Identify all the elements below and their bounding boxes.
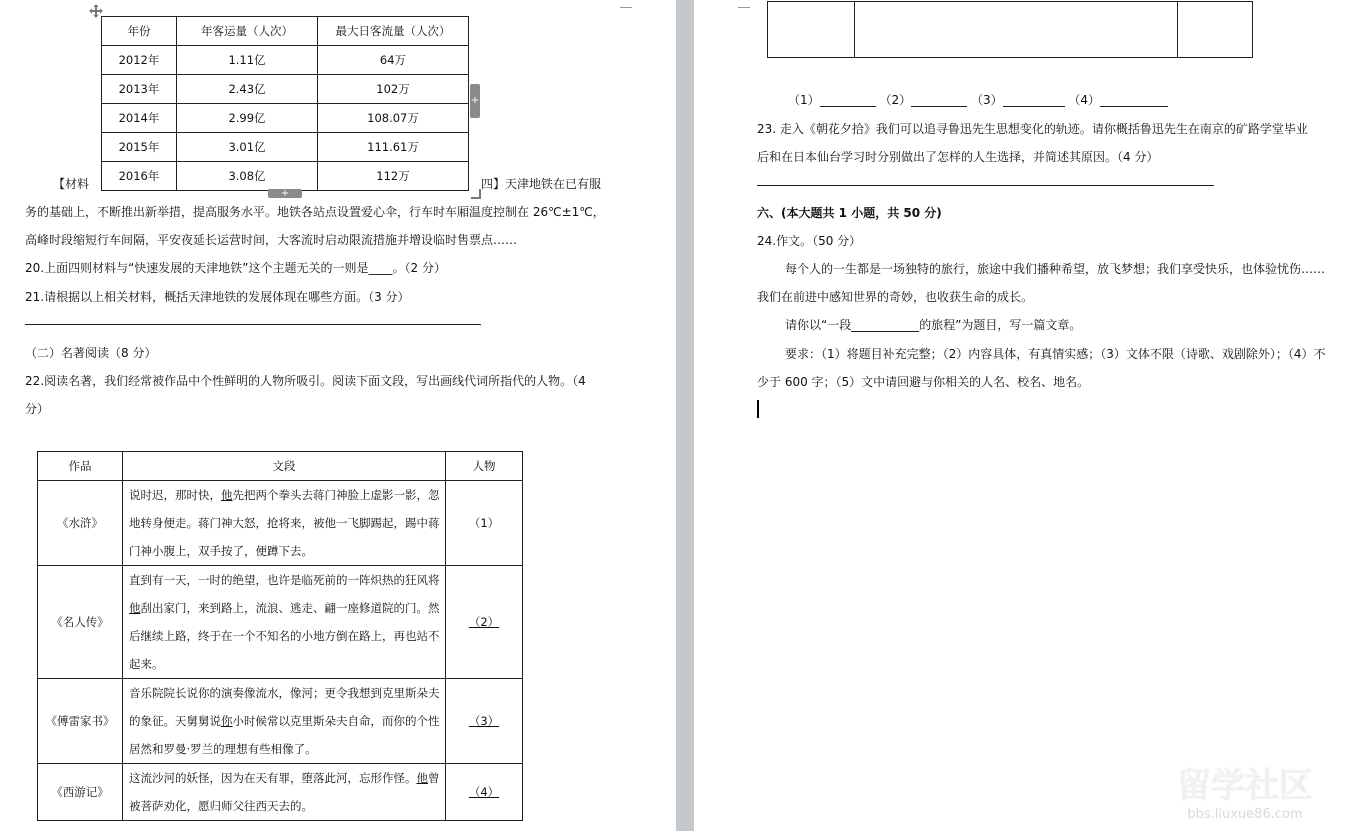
table-header-cell: 最大日客流量（人次） [318, 17, 469, 46]
table-row [38, 679, 523, 764]
answer-blank[interactable] [1100, 94, 1168, 107]
table-cell: 2.43亿 [177, 75, 318, 104]
svg-text:留学社区: 留学社区 [1177, 766, 1313, 806]
add-row-handle-icon[interactable]: + [268, 189, 302, 198]
table-row [768, 2, 1253, 58]
essay-intro-cont: 我们在前进中感知世界的奇妙，也收获生命的成长。 [757, 290, 1034, 304]
section-title: （二）名著阅读（8 分） [25, 346, 157, 360]
table-cell: 111.61万 [318, 133, 469, 162]
answer-blank[interactable] [911, 94, 967, 107]
table-row [102, 133, 469, 162]
passage-text-pre: 音乐院院长说你的演奏像流水，像河；更令我想到克里斯朵夫的象征。天舅舅说 [129, 686, 440, 728]
passage-text-post: 刮出家门，来到路上，流浪、逃走、翩一座修道院的门。然后继续上路，终于在一个不知名的小地方倒在路上，再也站不起来。 [129, 601, 440, 671]
work-title: 《傅雷家书》 [38, 679, 123, 764]
passage-text [123, 481, 445, 565]
table-header-cell: 作品 [38, 452, 123, 481]
table-row [38, 566, 523, 679]
table-cell: 3.08亿 [177, 162, 318, 191]
text-cursor [757, 400, 759, 418]
answer-line[interactable] [757, 185, 1214, 186]
table-cell: 2015年 [102, 133, 177, 162]
work-title: 《水浒》 [38, 481, 123, 566]
table-cell [768, 2, 855, 58]
table-cell: 2013年 [102, 75, 177, 104]
table-cell: 64万 [318, 46, 469, 75]
table-cell: 2012年 [102, 46, 177, 75]
essay-title-blank[interactable] [851, 319, 919, 332]
table-header-cell: 年客运量（人次） [177, 17, 318, 46]
underlined-pronoun: 他 [416, 771, 428, 785]
table-row [102, 75, 469, 104]
table-cell: 2.99亿 [177, 104, 318, 133]
essay-requirements-cont: 少于 600 字；（5）文中请回避与你相关的人名、校名、地名。 [757, 375, 1090, 389]
table-cell: 2014年 [102, 104, 177, 133]
essay-prompt-post: 的旅程”为题目，写一篇文章。 [919, 318, 1082, 332]
answer-slot[interactable]: （4） [446, 764, 523, 821]
question-23-cont: 后和在日本仙台学习时分别做出了怎样的人生选择，并简述其原因。（4 分） [757, 150, 1159, 164]
answer-line[interactable] [25, 324, 481, 325]
question-22-cont: 分） [25, 402, 50, 416]
answer-slot[interactable]: （1） [446, 481, 523, 566]
table-row [102, 46, 469, 75]
table-header-cell: 年份 [102, 17, 177, 46]
blank-label: （2） [879, 93, 912, 107]
table-cell: 112万 [318, 162, 469, 191]
table-header-row [102, 17, 469, 46]
table-cell [855, 2, 1178, 58]
continued-table [767, 1, 1253, 58]
page-corner-mark [620, 0, 632, 8]
work-title: 《名人传》 [38, 566, 123, 679]
passage-text-pre: 直到有一天，一时的绝望，也许是临死前的一阵炽热的狂风将 [129, 573, 440, 587]
underlined-pronoun: 他 [129, 601, 141, 615]
answer-blank[interactable] [1003, 94, 1065, 107]
passage-text [123, 679, 445, 763]
passage-cell [123, 481, 446, 566]
material4-suffix: 四】天津地铁在已有服 [481, 177, 602, 191]
table-cell: 1.11亿 [177, 46, 318, 75]
passage-text-post: 先把两个拳头去蒋门神脸上虚影一影，忽地转身便走。蒋门神大怒，抢将来，被他一飞脚踢起，踢中蒋门神小腹上，双手按了，便蹲下去。 [129, 488, 440, 558]
passage-text-pre: 说时迟，那时快， [129, 488, 221, 502]
blank-label: （3） [970, 93, 1003, 107]
passage-text-post: 曾被菩萨劝化，愿归师父往西天去的。 [129, 771, 440, 813]
table-cell: 3.01亿 [177, 133, 318, 162]
answer-slot[interactable]: （2） [446, 566, 523, 679]
table-row [102, 104, 469, 133]
answer-blanks-row [788, 93, 1168, 107]
material4-prefix: 【材料 [53, 177, 90, 191]
work-title: 《西游记》 [38, 764, 123, 821]
passage-text-pre: 这流沙河的妖怪，因为在天有罪，堕落此河，忘形作怪。 [129, 771, 417, 785]
answer-slot[interactable]: （3） [446, 679, 523, 764]
underlined-pronoun: 他 [221, 488, 233, 502]
question-21: 21.请根据以上相关材料，概括天津地铁的发展体现在哪些方面。（3 分） [25, 290, 410, 304]
table-row [38, 764, 523, 821]
table-header-cell: 文段 [123, 452, 446, 481]
question-20: 20.上面四则材料与“快速发展的天津地铁”这个主题无关的一则是____。（2 分） [25, 261, 446, 275]
question-22: 22.阅读名著，我们经常被作品中个性鲜明的人物所吸引。阅读下面文段，写出画线代词所指代的人物。（4 [25, 374, 586, 388]
essay-requirements: 要求：（1）将题目补充完整；（2）内容具体，有真情实感；（3）文体不限（诗歌、戏剧除外）；（4）不 [785, 347, 1326, 361]
table-row [102, 162, 469, 191]
table-cell: 102万 [318, 75, 469, 104]
passage-text [123, 566, 445, 678]
passage-text [123, 764, 445, 820]
metro-stats-table [101, 16, 469, 191]
passage-text-post: 小时候常以克里斯朵夫自命，而你的个性居然和罗曼·罗兰的理想有些相像了。 [129, 714, 440, 756]
passage-cell [123, 764, 446, 821]
table-header-row [38, 452, 523, 481]
material4-line: 务的基础上，不断推出新举措，提高服务水平。地铁各站点设置爱心伞，行车时车厢温度控制在 26℃±1℃， [25, 205, 605, 219]
page-corner-mark [738, 0, 750, 8]
classics-table [37, 451, 523, 821]
document-page-left [0, 0, 676, 831]
table-cell: 2016年 [102, 162, 177, 191]
essay-prompt-pre: 请你以“一段 [785, 318, 852, 332]
blank-label: （4） [1068, 93, 1101, 107]
watermark-logo [1145, 761, 1345, 823]
passage-cell [123, 679, 446, 764]
page-gutter [676, 0, 694, 831]
essay-intro: 每个人的一生都是一场独特的旅行，旅途中我们播种希望，放飞梦想；我们享受快乐，也体验忧伤…… [785, 262, 1326, 276]
table-cell: 108.07万 [318, 104, 469, 133]
table-row [38, 481, 523, 566]
question-24: 24.作文。（50 分） [757, 234, 862, 248]
blank-label: （1） [788, 93, 820, 107]
add-column-handle-icon[interactable]: + [470, 84, 480, 118]
passage-cell [123, 566, 446, 679]
svg-text:bbs.liuxue86.com: bbs.liuxue86.com [1187, 807, 1303, 822]
document-page-right [694, 0, 1359, 831]
answer-blank[interactable] [820, 94, 876, 107]
section-title: 六、(本大题共 1 小题，共 50 分) [757, 206, 942, 220]
table-header-cell: 人物 [446, 452, 523, 481]
table-cell [1178, 2, 1253, 58]
table-resize-handle-icon[interactable] [471, 189, 481, 199]
essay-prompt [785, 318, 1081, 332]
question-23: 23. 走入《朝花夕拾》我们可以追寻鲁迅先生思想变化的轨迹。请你概括鲁迅先生在南京的矿路学堂毕业 [757, 122, 1308, 136]
material4-line: 高峰时段缩短行车间隔，平安夜延长运营时间，大客流时启动限流措施并增设临时售票点…… [25, 233, 518, 247]
underlined-pronoun: 你 [221, 714, 233, 728]
